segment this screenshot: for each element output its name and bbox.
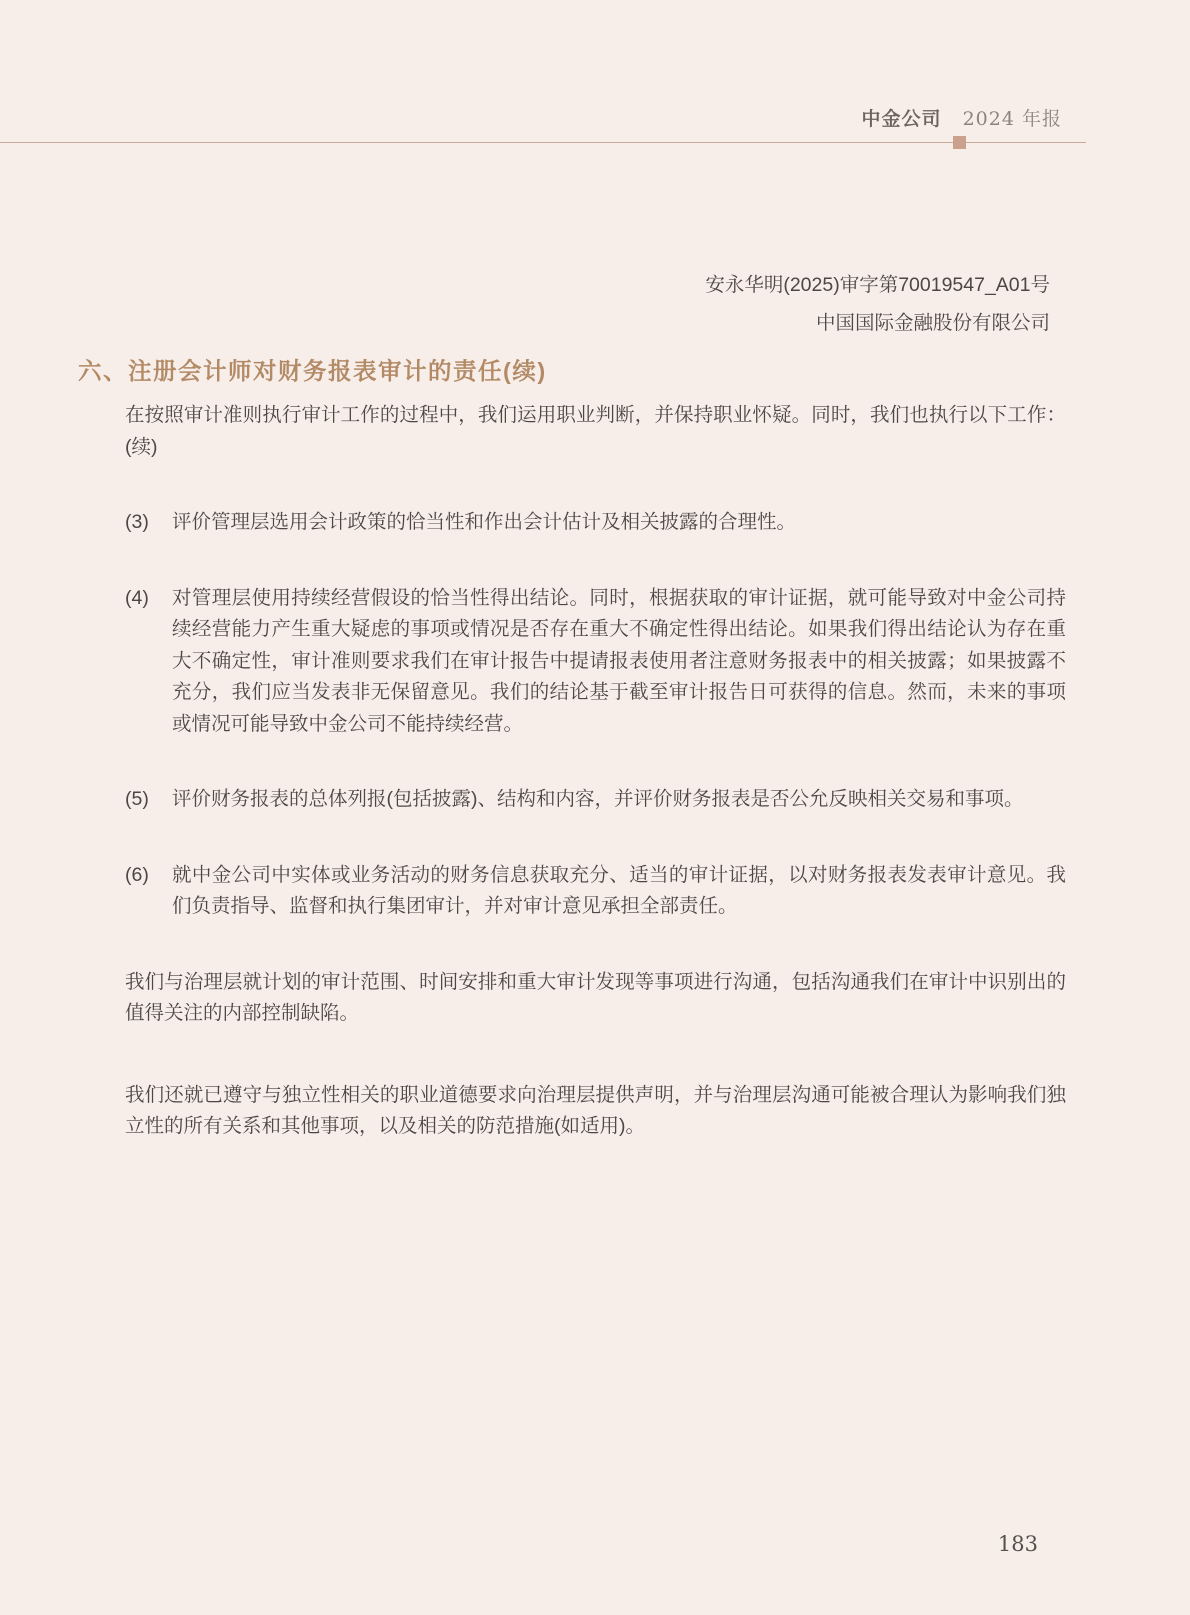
- list-item-text: 就中金公司中实体或业务活动的财务信息获取充分、适当的审计证据，以对财务报表发表审计意见。我们负责指导、监督和执行集团审计，并对审计意见承担全部责任。: [172, 863, 1066, 917]
- list-item: [125, 507, 1066, 539]
- list-item-number: (5): [125, 788, 149, 810]
- list-item-number: (3): [125, 511, 149, 533]
- list-item-text: 对管理层使用持续经营假设的恰当性得出结论。同时，根据获取的审计证据，就可能导致对中金公司持续经营能力产生重大疑虑的事项或情况是否存在重大不确定性得出结论。如果我们得出结论认为存在重大不确定性，审计准则要求我们在审计报告中提请报表使用者注意财务报表中的相关披露；如果披露不充分，我们应当发表非无保留意见。我们的结论基于截至审计报告日可获得的信息。然而，未来的事项或情况可能导致中金公司不能持续经营。: [172, 586, 1066, 735]
- header-rule: [0, 142, 1086, 143]
- list-item-text: 评价管理层选用会计政策的恰当性和作出会计估计及相关披露的合理性。: [172, 511, 797, 533]
- list-item-number: (6): [125, 863, 149, 886]
- list-item-text: 评价财务报表的总体列报(包括披露)、结构和内容，并评价财务报表是否公允反映相关交易和事项。: [172, 788, 1024, 810]
- page-number: 183: [997, 1532, 1038, 1556]
- header-rule-square-marker: [953, 136, 966, 149]
- header-company-name: 中金公司: [861, 108, 942, 130]
- list-item: [125, 583, 1066, 741]
- closing-paragraph-communication: 我们与治理层就计划的审计范围、时间安排和重大审计发现等事项进行沟通，包括沟通我们在审计中识别出的值得关注的内部控制缺陷。: [125, 970, 1066, 1024]
- closing-paragraph-independence: 我们还就已遵守与独立性相关的职业道德要求向治理层提供声明，并与治理层沟通可能被合理认为影响我们独立性的所有关系和其他事项，以及相关的防范措施(如适用)。: [125, 1083, 1066, 1137]
- audited-company-name: 中国国际金融股份有限公司: [815, 312, 1050, 334]
- audit-report-number: 安永华明(2025)审字第70019547_A01号: [705, 274, 1050, 296]
- body-copy: [125, 400, 1066, 1143]
- list-item: [125, 784, 1066, 816]
- section-heading: 六、注册会计师对财务报表审计的责任(续): [78, 358, 547, 384]
- audit-reference-block: [705, 266, 1050, 342]
- list-item: [125, 860, 1066, 923]
- list-item-number: (4): [125, 586, 149, 609]
- intro-paragraph: 在按照审计准则执行审计工作的过程中，我们运用职业判断，并保持职业怀疑。同时，我们也执行以下工作：(续): [125, 404, 1066, 458]
- running-header: [862, 104, 1062, 131]
- header-report-year: 2024 年报: [962, 108, 1062, 130]
